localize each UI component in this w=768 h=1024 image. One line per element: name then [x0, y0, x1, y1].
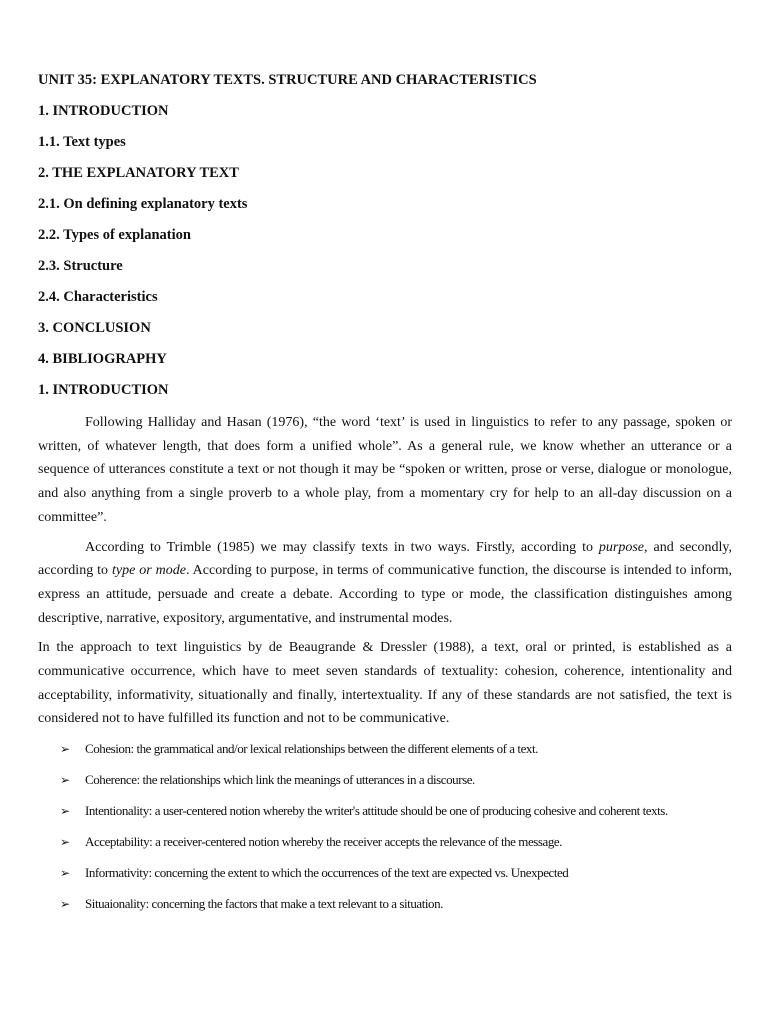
paragraph-trimble: [38, 536, 732, 631]
list-item-situationality: [38, 892, 732, 916]
arrow-bullet-icon: ➢: [60, 835, 71, 850]
toc-item-explanatory-text: 2. THE EXPLANATORY TEXT: [38, 165, 239, 181]
list-item-acceptability: [38, 830, 732, 854]
arrow-bullet-icon: ➢: [60, 866, 71, 881]
list-item-text: Coherence: the relationships which link the meanings of utterances in a discourse.: [85, 772, 475, 788]
toc-item-characteristics: 2.4. Characteristics: [38, 289, 158, 305]
list-item-text: Intentionality: a user-centered notion whereby the writer's attitude should be one of producing cohesive and coherent texts.: [85, 803, 668, 819]
term-type-or-mode: type or mode: [112, 563, 186, 579]
toc-item-structure: 2.3. Structure: [38, 258, 123, 274]
section-heading-introduction: 1. INTRODUCTION: [38, 382, 169, 398]
toc-item-introduction: 1. INTRODUCTION: [38, 103, 169, 119]
paragraph-trimble-text-2: , and secondly, according to: [38, 539, 732, 579]
toc-item-bibliography: 4. BIBLIOGRAPHY: [38, 351, 167, 367]
toc-item-types-of-explanation: 2.2. Types of explanation: [38, 227, 191, 243]
term-purpose: purpose: [598, 539, 645, 555]
list-item-informativity: [38, 861, 732, 885]
arrow-bullet-icon: ➢: [60, 742, 71, 757]
paragraph-trimble-text-1: According to Trimble (1985) we may classify texts in two ways. Firstly, according to: [85, 539, 599, 555]
arrow-bullet-icon: ➢: [60, 897, 71, 912]
paragraph-trimble-text-3: . According to purpose, in terms of communicative function, the discourse is intended to inform, express an attitude, persuade and create a debate. According to type or mode, the classification distinguishes among descriptive, narrative, expository, argumentative, and instrumental modes.: [38, 563, 732, 626]
toc-item-conclusion: 3. CONCLUSION: [38, 320, 151, 336]
list-item-text: Cohesion: the grammatical and/or lexical relationships between the different elements of a text.: [85, 741, 538, 757]
paragraph-beaugrande: In the approach to text linguistics by de Beaugrande & Dressler (1988), a text, oral or printed, is established as a communicative occurrence, which have to meet seven standards of textuality: cohesion, coherence, intentionality and acceptability, informativity, situationally and finally, intertextuality. If any of these standards are not satisfied, the text is considered not to have fulfilled its function and not to be communicative.: [38, 640, 732, 727]
list-item-intentionality: [38, 799, 732, 823]
list-item-text: Acceptability: a receiver-centered notion whereby the receiver accepts the relevance of the message.: [85, 834, 562, 850]
unit-title: UNIT 35: EXPLANATORY TEXTS. STRUCTURE AND CHARACTERISTICS: [38, 72, 537, 88]
arrow-bullet-icon: ➢: [60, 804, 71, 819]
toc-item-defining: 2.1. On defining explanatory texts: [38, 196, 248, 212]
toc-item-text-types: 1.1. Text types: [38, 134, 126, 150]
paragraph-halliday: Following Halliday and Hasan (1976), “the word ‘text’ is used in linguistics to refer to any passage, spoken or written, of whatever length, that does form a unified whole”. As a general rule, we know whether an utterance or a sequence of utterances constitute a text or not though it may be “spoken or written, prose or verse, dialogue or monologue, and also anything from a single proverb to a whole play, from a momentary cry for help to an all-day discussion on a committee”.: [38, 415, 732, 525]
list-item-coherence: [38, 768, 732, 792]
list-item-text: Informativity: concerning the extent to which the occurrences of the text are expected vs. Unexpected: [85, 865, 569, 881]
arrow-bullet-icon: ➢: [60, 773, 71, 788]
document-body: [38, 70, 732, 923]
list-item-text: Situaionality: concerning the factors that make a text relevant to a situation.: [85, 896, 443, 912]
list-item-cohesion: [38, 737, 732, 761]
standards-list: [38, 737, 732, 916]
